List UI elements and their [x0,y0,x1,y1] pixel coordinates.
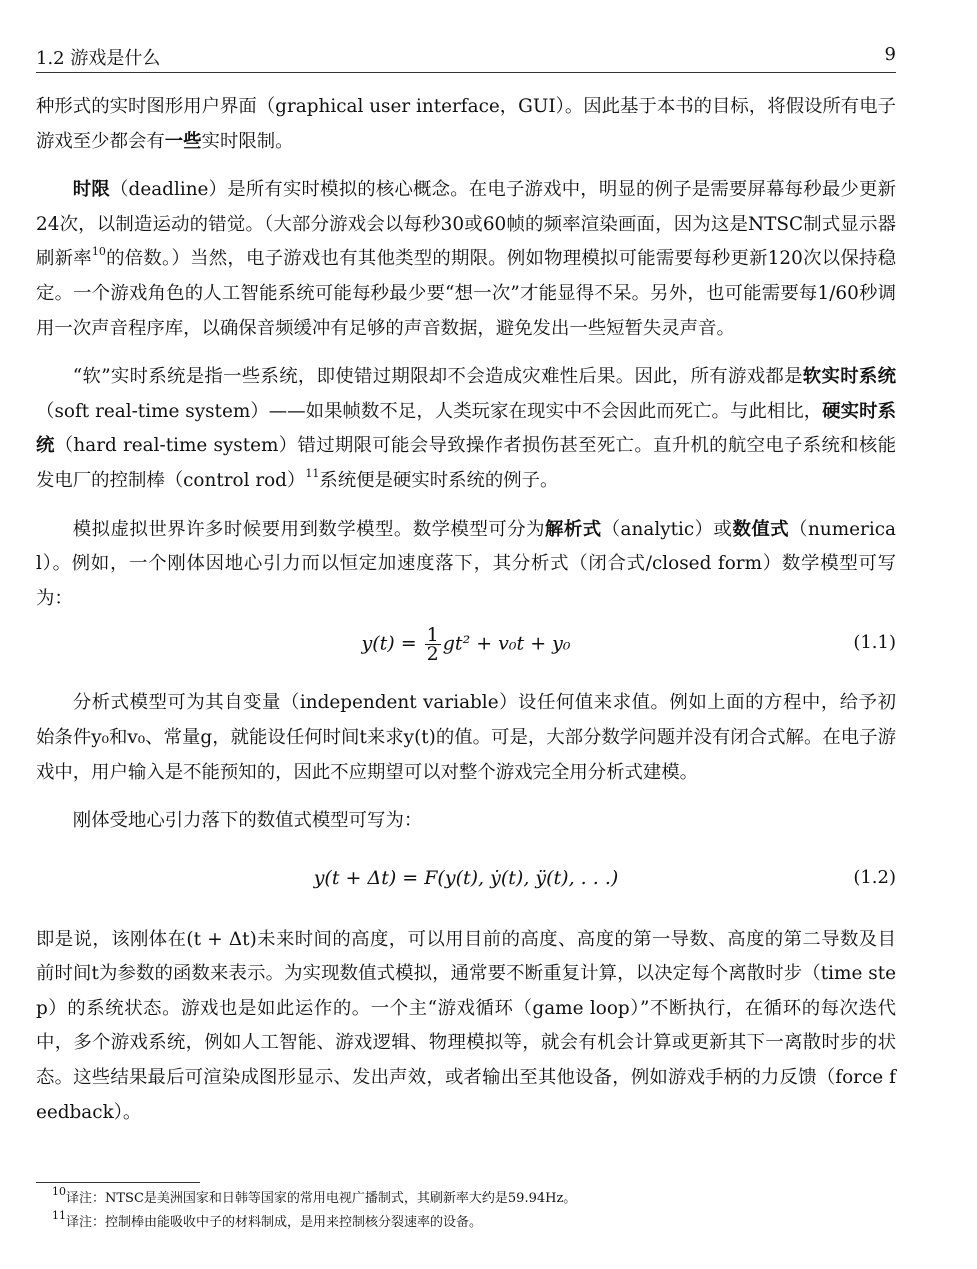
footnote-ref: 10 [91,245,106,259]
main-text [36,90,896,1144]
footnote-ref: 11 [305,466,320,480]
paragraph: 模拟虚拟世界许多时候要用到数学模型。数学模型可分为解析式（analytic）或数值式（numerical）。例如，一个刚体因地心引力而以恒定加速度落下，其分析式（闭合式/closed form）数学模型可写为： [36,518,896,609]
equation-number: (1.1) [853,632,896,654]
footnote-rule [36,1182,200,1183]
footnote-11: $^{11}$译注：控制棒由能吸收中子的材料制成，是用来控制核分裂速率的设备。 [52,1208,483,1230]
equation-number: (1.2) [853,866,896,888]
paragraph: 时限（deadline）是所有实时模拟的核心概念。在电子游戏中，明显的例子是需要屏幕每秒最少更新24次，以制造运动的错觉。（大部分游戏会以每秒30或60帧的频率渲染画面，因为这是NTSC制式显示器刷新率$^{10}$的倍数。）当然，电子游戏也有其他类型的期限。例如物理模拟可能需要每秒更新120次以保持稳定。一个游戏角色的人工智能系统可能每秒最少要“想一次”才能显得不呆。另外，也可能需要每1/60秒调用一次声音程序库，以确保音频缓冲有足够的声音数据，避免发出一些短暂失灵声音。 [36,179,896,339]
paragraph: “软”实时系统是指一些系统，即使错过期限却不会造成灾难性后果。因此，所有游戏都是软实时系统（soft real-time system）——如果帧数不足，人类玩家在现实中不会因此而死亡。与此相比，硬实时系统（hard real-time system）错过期限可能会导致操作者损伤甚至死亡。直升机的航空电子系统和核能发电厂的控制棒（control rod）$^{11}$系统便是硬实时系统的例子。 [36,366,896,491]
running-header [36,44,896,70]
footnote-10: $^{10}$译注：NTSC是美洲国家和日韩等国家的常用电视广播制式，其刷新率大约是59.94Hz。 [52,1184,577,1206]
paragraph: 刚体受地心引力落下的数值式模型可写为： [72,810,423,832]
equation-formula: y(t) = $\frac{1}{2}$ gt² + v₀t + y₀ [361,624,571,666]
page-number: 9 [884,44,896,65]
paragraph: 分析式模型可为其自变量（independent variable）设任何值来求值。例如上面的方程中，给予初始条件y₀和v₀、常量g，就能设任何时间t来求y(t)的值。可是，大部分数学问题并没有闭合式解。在电子游戏中，用户输入是不能预知的，因此不应期望可以对整个游戏完全用分析式建模。 [36,692,896,783]
section-title: 1.2 游戏是什么 [36,48,161,69]
fraction: $\frac{1}{2}$ [426,624,439,666]
header-rule [36,72,896,73]
paragraph: 即是说，该刚体在(t + Δt)未来时间的高度，可以用目前的高度、高度的第一导数、高度的第二导数及目前时间t为参数的函数来表示。为实现数值式模拟，通常要不断重复计算，以决定每个离散时步（time step）的系统状态。游戏也是如此运作的。一个主“游戏循环（game loop）”不断执行，在循环的每次迭代中，多个游戏系统，例如人工智能、游戏逻辑、物理模拟等，就会有机会计算或更新其下一离散时步的状态。这些结果最后可渲染成图形显示、发出声效，或者输出至其他设备，例如游戏手柄的力反馈（force feedback）。 [36,928,896,1123]
equation-1-1 [36,616,896,672]
equation-1-2 [36,839,896,909]
paragraph: 种形式的实时图形用户界面（graphical user interface，GUI）。因此基于本书的目标，将假设所有电子游戏至少都会有一些实时限制。 [36,96,896,152]
equation-formula: y(t + Δt) = F(y(t), ẏ(t), ÿ(t), . . .) [313,866,619,889]
